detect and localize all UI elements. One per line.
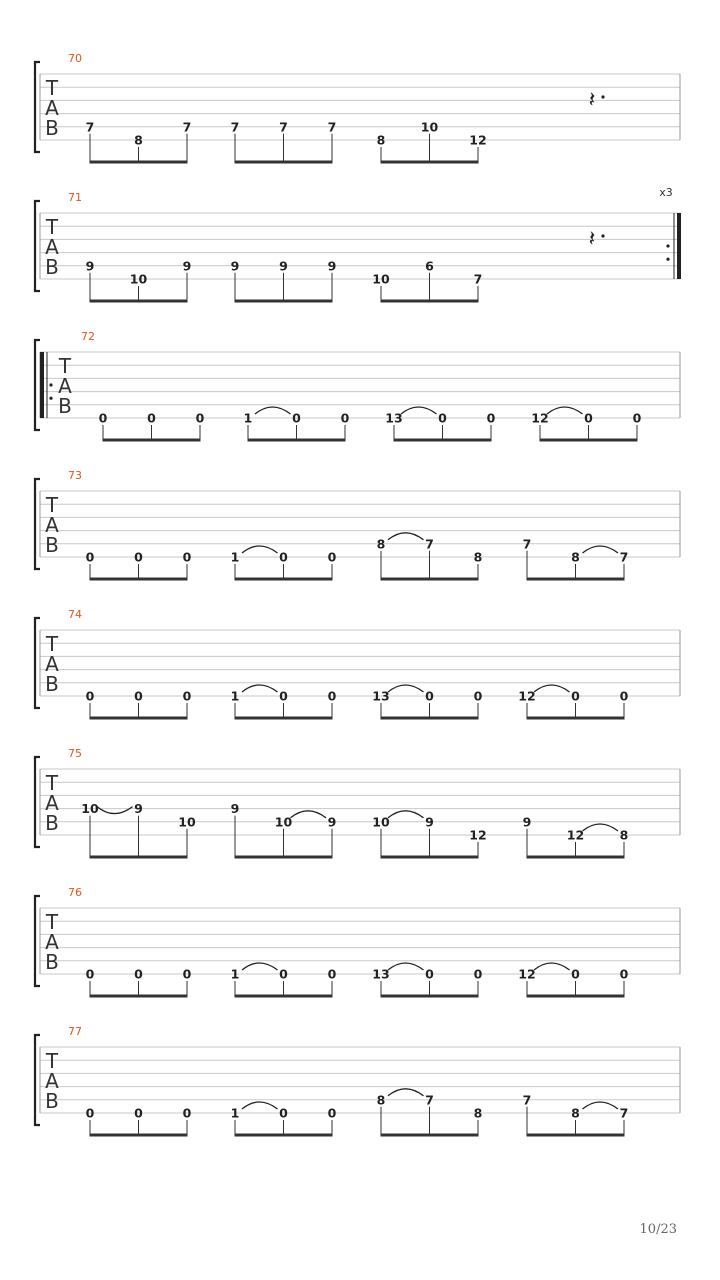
fret-number: 10 [81, 801, 99, 817]
repeat-dot [666, 258, 669, 261]
fret-number: 0 [632, 410, 642, 426]
fret-number: 7 [425, 1092, 434, 1108]
fret-number: 0 [279, 688, 288, 704]
tab-letter: T [45, 910, 59, 934]
fret-number: 0 [98, 410, 108, 426]
tie-arc [388, 685, 424, 692]
fret-number: 7 [619, 1105, 629, 1121]
tab-letter: T [45, 493, 59, 517]
fret-number: 0 [292, 410, 301, 426]
tab-letter: A [45, 1069, 59, 1093]
tie-arc [388, 963, 424, 970]
rest-dot [601, 95, 604, 98]
repeat-dot [49, 383, 52, 386]
tie-arc [97, 807, 133, 814]
fret-number: 0 [85, 549, 95, 565]
fret-number: 0 [85, 966, 95, 982]
fret-number: 9 [230, 801, 240, 817]
fret-number: 7 [425, 536, 434, 552]
measure-number: 71 [68, 191, 82, 204]
system-bracket [35, 618, 40, 708]
tie-arc [401, 407, 437, 414]
fret-number: 0 [327, 688, 337, 704]
repeat-start-thick-barline [40, 352, 44, 418]
fret-number: 7 [85, 119, 95, 135]
measure-number: 72 [81, 330, 95, 343]
repeat-end-thick-barline [677, 213, 681, 279]
fret-number: 0 [327, 549, 337, 565]
fret-number: 8 [473, 1105, 483, 1121]
fret-number: 7 [279, 119, 288, 135]
fret-number: 0 [134, 549, 143, 565]
fret-number: 7 [230, 119, 240, 135]
fret-number: 0 [571, 966, 580, 982]
tab-letter: B [58, 394, 72, 418]
fret-number: 8 [134, 132, 143, 148]
system-bracket [35, 1035, 40, 1125]
fret-number: 9 [425, 814, 434, 830]
fret-number: 0 [473, 966, 483, 982]
fret-number: 0 [279, 549, 288, 565]
page-number: 10/23 [639, 1222, 677, 1237]
fret-number: 0 [279, 966, 288, 982]
fret-number: 10 [274, 814, 293, 830]
fret-number: 1 [230, 1105, 240, 1121]
repeat-dot [666, 244, 669, 247]
fret-number: 0 [584, 410, 593, 426]
fret-number: 8 [376, 132, 386, 148]
fret-number: 8 [473, 549, 483, 565]
fret-number: 0 [85, 1105, 95, 1121]
tab-letter: A [58, 374, 72, 398]
quarter-rest-icon: 𝄽 [588, 227, 596, 252]
fret-number: 12 [518, 966, 536, 982]
fret-number: 12 [566, 827, 585, 843]
fret-number: 9 [230, 258, 240, 274]
fret-number: 10 [372, 814, 390, 830]
fret-number: 0 [147, 410, 156, 426]
fret-number: 0 [195, 410, 205, 426]
fret-number: 9 [327, 814, 337, 830]
fret-number: 0 [425, 966, 434, 982]
tie-arc [388, 533, 424, 540]
fret-number: 7 [522, 536, 532, 552]
tie-arc [388, 1089, 424, 1096]
measure-number: 74 [68, 608, 82, 621]
fret-number: 8 [376, 1092, 386, 1108]
fret-number: 8 [571, 549, 580, 565]
quarter-rest-icon: 𝄽 [588, 88, 596, 113]
tie-arc [291, 811, 327, 818]
fret-number: 9 [85, 258, 95, 274]
fret-number: 12 [469, 132, 487, 148]
fret-number: 0 [438, 410, 447, 426]
fret-number: 1 [230, 549, 240, 565]
fret-number: 0 [182, 549, 192, 565]
system-bracket [35, 340, 40, 430]
tie-arc [242, 1102, 278, 1109]
tab-letter: A [45, 652, 59, 676]
fret-number: 10 [420, 119, 439, 135]
fret-number: 0 [182, 1105, 192, 1121]
fret-number: 13 [372, 966, 390, 982]
tab-letter: A [45, 96, 59, 120]
fret-number: 12 [531, 410, 549, 426]
tab-letter: B [45, 255, 59, 279]
fret-number: 7 [327, 119, 337, 135]
fret-number: 9 [134, 801, 143, 817]
fret-number: 0 [134, 1105, 143, 1121]
measure-number: 73 [68, 469, 82, 482]
repeat-count: x3 [659, 186, 673, 199]
tab-letter: T [45, 215, 59, 239]
tab-letter: T [45, 1049, 59, 1073]
fret-number: 0 [134, 966, 143, 982]
fret-number: 0 [425, 688, 434, 704]
measure-number: 70 [68, 52, 82, 65]
tab-letter: B [45, 1089, 59, 1113]
measure-number: 77 [68, 1025, 82, 1038]
fret-number: 12 [469, 827, 487, 843]
fret-number: 0 [340, 410, 350, 426]
tie-arc [534, 963, 570, 970]
tab-letter: B [45, 533, 59, 557]
fret-number: 0 [327, 1105, 337, 1121]
tab-letter: A [45, 235, 59, 259]
system-bracket [35, 757, 40, 847]
system-bracket [35, 201, 40, 291]
measure-number: 76 [68, 886, 82, 899]
tie-arc [583, 824, 619, 831]
fret-number: 0 [571, 688, 580, 704]
fret-number: 6 [425, 258, 434, 274]
fret-number: 0 [182, 966, 192, 982]
fret-number: 7 [619, 549, 629, 565]
fret-number: 9 [327, 258, 337, 274]
measure-number: 75 [68, 747, 82, 760]
system-bracket [35, 896, 40, 986]
fret-number: 0 [182, 688, 192, 704]
fret-number: 1 [230, 688, 240, 704]
rest-dot [601, 234, 604, 237]
tab-letter: T [58, 354, 72, 378]
fret-number: 7 [473, 271, 483, 287]
fret-number: 0 [134, 688, 143, 704]
tie-arc [583, 1102, 619, 1109]
tie-arc [534, 685, 570, 692]
tab-letter: A [45, 791, 59, 815]
tie-arc [242, 963, 278, 970]
tie-arc [242, 546, 278, 553]
tie-arc [255, 407, 291, 414]
fret-number: 0 [619, 966, 629, 982]
fret-number: 13 [372, 688, 390, 704]
tab-letter: A [45, 930, 59, 954]
tab-letter: T [45, 632, 59, 656]
tab-letter: B [45, 811, 59, 835]
fret-number: 10 [178, 814, 196, 830]
fret-number: 9 [182, 258, 192, 274]
fret-number: 0 [85, 688, 95, 704]
fret-number: 0 [279, 1105, 288, 1121]
fret-number: 7 [522, 1092, 532, 1108]
fret-number: 9 [279, 258, 288, 274]
tab-letter: B [45, 672, 59, 696]
tie-arc [388, 811, 424, 818]
system-bracket [35, 62, 40, 152]
tie-arc [583, 546, 619, 553]
fret-number: 9 [522, 814, 532, 830]
fret-number: 13 [385, 410, 403, 426]
system-bracket [35, 479, 40, 569]
repeat-dot [49, 397, 52, 400]
tie-arc [242, 685, 278, 692]
fret-number: 7 [182, 119, 192, 135]
fret-number: 0 [473, 688, 483, 704]
fret-number: 1 [230, 966, 240, 982]
tab-letter: A [45, 513, 59, 537]
tab-letter: T [45, 76, 59, 100]
fret-number: 10 [129, 271, 148, 287]
fret-number: 8 [376, 536, 386, 552]
fret-number: 0 [327, 966, 337, 982]
fret-number: 0 [486, 410, 496, 426]
fret-number: 1 [243, 410, 253, 426]
tab-letter: B [45, 950, 59, 974]
fret-number: 8 [619, 827, 629, 843]
fret-number: 12 [518, 688, 536, 704]
tie-arc [547, 407, 583, 414]
tab-letter: B [45, 116, 59, 140]
fret-number: 0 [619, 688, 629, 704]
tab-letter: T [45, 771, 59, 795]
fret-number: 8 [571, 1105, 580, 1121]
fret-number: 10 [372, 271, 390, 287]
